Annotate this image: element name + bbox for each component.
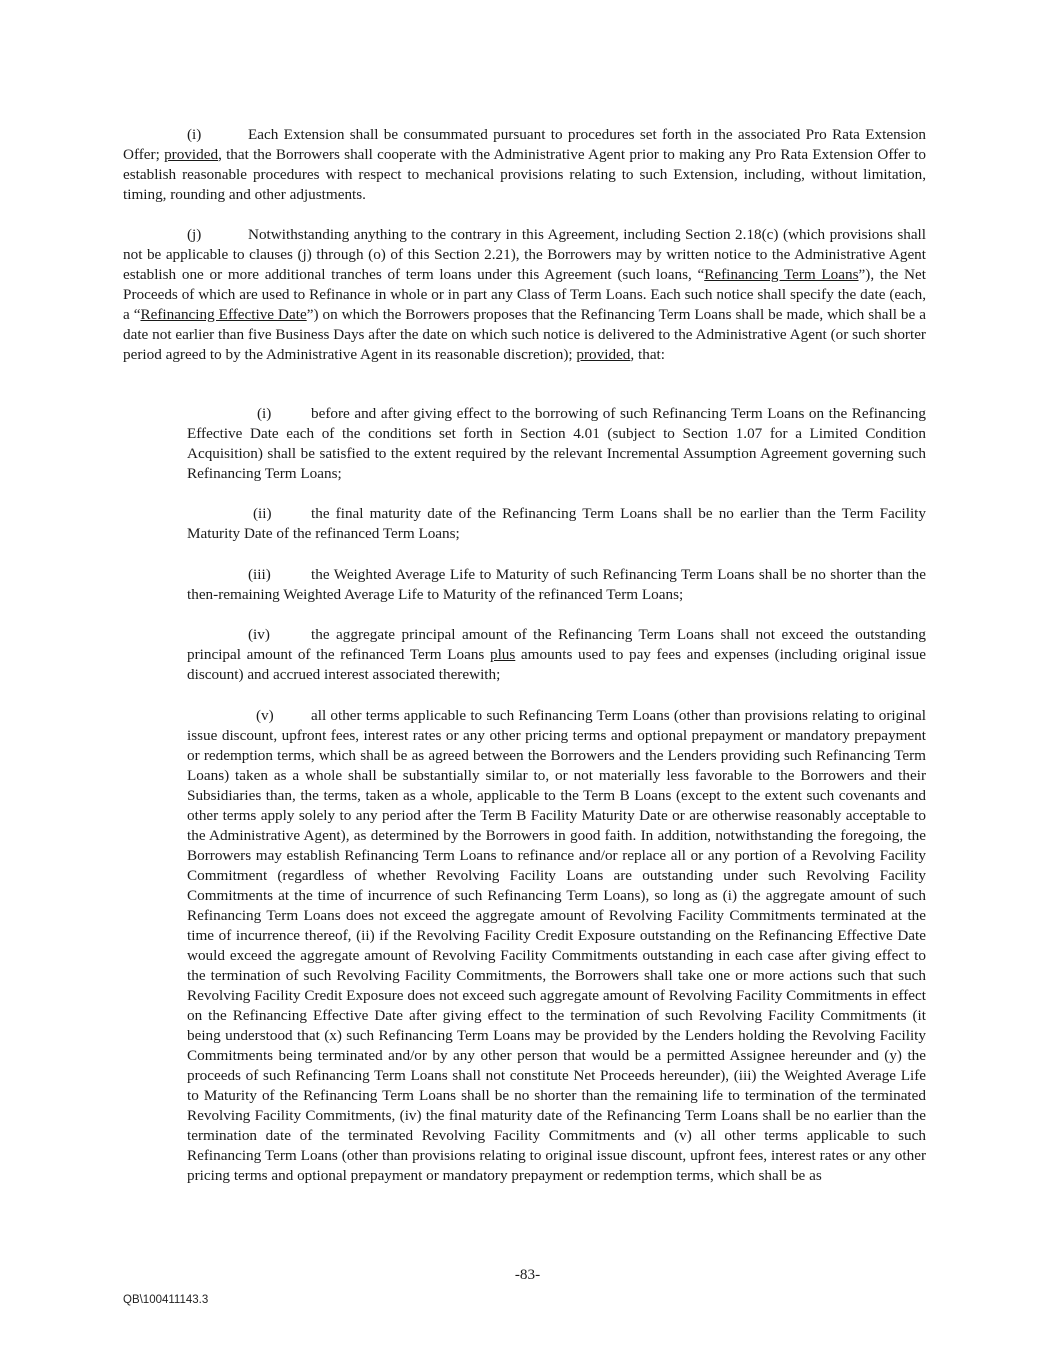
subclause-i-number: (i): [257, 405, 272, 422]
subclause-ii-number: (ii): [253, 505, 272, 522]
subclause-v-number: (v): [256, 707, 274, 724]
paragraph-j-text-4: , that:: [630, 346, 665, 363]
document-id: QB\100411143.3: [123, 1294, 209, 1306]
paragraph-j-text-2: ”), the Net Proceeds of which are used to Refinance in whole or in part any Class of Term Loans. Each such notice shall specify the date (each, a “: [123, 266, 926, 323]
paragraph-j-text-1: Notwithstanding anything to the contrary in this Agreement, including Section 2.18(c) (which provisions shall not be applicable to clauses (j) through (o) of this Section 2.21), the Borrowers may by written notice to the Administrative Agent establish one or more additional tranches of term loans under this Agreement (such loans, “: [123, 226, 926, 283]
subclause-iv-text-1: the aggregate principal amount of the Refinancing Term Loans shall not exceed the outstanding principal amount of the refinanced Term Loans: [187, 626, 926, 663]
paragraph-i-number: (i): [187, 126, 202, 143]
paragraph-i: [123, 125, 926, 205]
subclause-v: [187, 706, 926, 1186]
subclause-iii: [187, 565, 926, 605]
subclause-iv: [187, 625, 926, 685]
paragraph-j-text-3: ”) on which the Borrowers proposes that the Refinancing Term Loans shall be made, which shall be a date not earlier than five Business Days after the date on which such notice is delivered to the Administrative Agent (or such shorter period agreed to by the Administrative Agent in its reasonable discretion);: [123, 306, 926, 363]
paragraph-i-text-2: , that the Borrowers shall cooperate with the Administrative Agent prior to making any Pro Rata Extension Offer to establish reasonable procedures with respect to mechanical provisions relating to such Extension, including, without limitation, timing, rounding and other adjustments.: [123, 146, 926, 203]
subclause-i: [187, 404, 926, 484]
paragraph-i-text-1: Each Extension shall be consummated pursuant to procedures set forth in the associated Pro Rata Extension Offer;: [123, 126, 926, 163]
subclause-iv-text-2: amounts used to pay fees and expenses (including original issue discount) and accrued interest associated therewith;: [187, 646, 926, 683]
paragraph-j-number: (j): [187, 226, 202, 243]
subclause-iv-number: (iv): [248, 626, 270, 643]
subclause-iii-number: (iii): [248, 566, 271, 583]
page-number: -83-: [514, 1266, 541, 1283]
subclause-ii-text: the final maturity date of the Refinancing Term Loans shall be no earlier than the Term Facility Maturity Date of the refinanced Term Loans;: [187, 505, 926, 542]
subclause-v-text: all other terms applicable to such Refinancing Term Loans (other than provisions relating to original issue discount, upfront fees, interest rates or any other pricing terms and optional prepayment or mandatory prepayment or redemption terms, which shall be as agreed between the Borrowers and the Lenders providing such Refinancing Term Loans) taken as a whole shall be substantially similar to, or not materially less favorable to the Borrowers and their Subsidiaries than, the terms, taken as a whole, applicable to the Term B Loans (except to the extent such covenants and other terms apply solely to any period after the Term B Facility Maturity Date or are otherwise reasonably acceptable to the Administrative Agent), as determined by the Borrowers in good faith. In addition, notwithstanding the foregoing, the Borrowers may establish Refinancing Term Loans to refinance and/or replace all or any portion of a Revolving Facility Commitment (regardless of whether Revolving Facility Loans are outstanding under such Revolving Facility Commitments at the time of incurrence of such Refinancing Term Loans), so long as (i) the aggregate amount of such Refinancing Term Loans does not exceed the aggregate amount of Revolving Facility Commitments terminated at the time of incurrence thereof, (ii) if the Revolving Facility Credit Exposure outstanding on the Refinancing Effective Date would exceed the aggregate amount of Revolving Facility Commitments outstanding in each case after giving effect to the termination of such Revolving Facility Commitments, the Borrowers shall take one or more actions such that such Revolving Facility Credit Exposure does not exceed such aggregate amount of Revolving Facility Commitments in effect on the Refinancing Effective Date after giving effect to the termination of such Revolving Facility Commitments (it being understood that (x) such Refinancing Term Loans may be provided by the Lenders holding the Revolving Facility Commitments being terminated and/or by any other person that would be a permitted Assignee hereunder and (y) the proceeds of such Refinancing Term Loans shall not constitute Net Proceeds hereunder), (iii) the Weighted Average Life to Maturity of the Refinancing Term Loans shall be no shorter than the remaining life to termination of the terminated Revolving Facility Commitments, (iv) the final maturity date of the Refinancing Term Loans shall be no earlier than the termination date of the terminated Revolving Facility Commitments and (v) all other terms applicable to such Refinancing Term Loans (other than provisions relating to original issue discount, upfront fees, interest rates or any other pricing terms and optional prepayment or mandatory prepayment or redemption terms, which shall be as: [187, 707, 926, 1184]
defined-term-refinancing-effective-date: Refinancing Effective Date: [140, 306, 307, 323]
defined-term-refinancing-term-loans: Refinancing Term Loans: [704, 266, 859, 283]
subclause-i-text: before and after giving effect to the borrowing of such Refinancing Term Loans on the Refinancing Effective Date each of the conditions set forth in Section 4.01 (subject to Section 1.07 for a Limited Condition Acquisition) shall be satisfied to the extent required by the relevant Incremental Assumption Agreement governing such Refinancing Term Loans;: [187, 405, 926, 482]
subclause-ii: [187, 504, 926, 544]
paragraph-j: [123, 225, 926, 365]
subclause-iii-text: the Weighted Average Life to Maturity of such Refinancing Term Loans shall be no shorter than the then-remaining Weighted Average Life to Maturity of the refinanced Term Loans;: [187, 566, 926, 603]
paragraph-j-provided: provided: [576, 346, 631, 363]
subclause-iv-plus: plus: [489, 646, 516, 663]
paragraph-i-provided: provided: [164, 146, 219, 163]
